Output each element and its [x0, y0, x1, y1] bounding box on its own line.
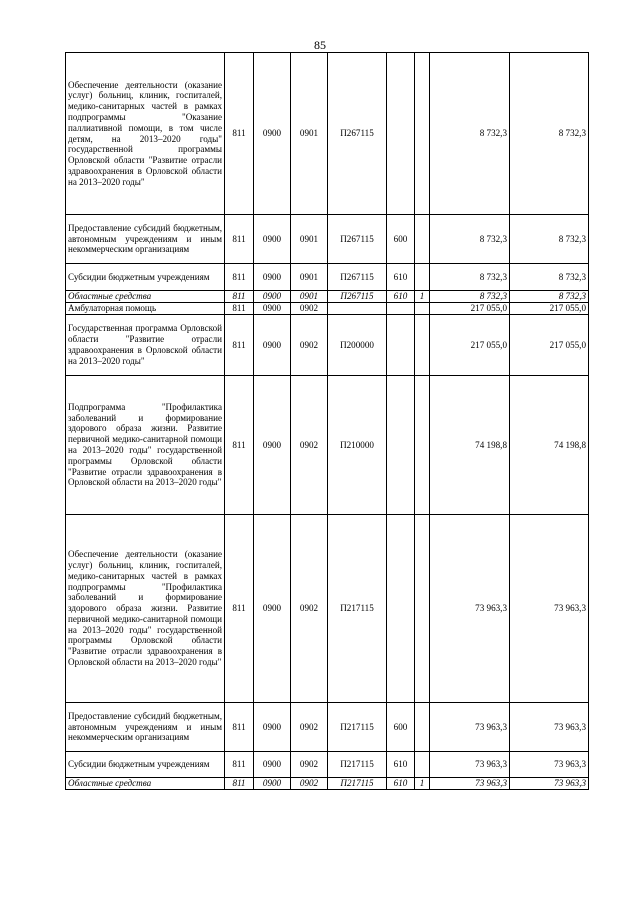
- amount-1: 8 732,3: [430, 264, 510, 291]
- section-code: 0900: [254, 778, 291, 790]
- ved-code: 811: [225, 264, 254, 291]
- section-code: 0900: [254, 752, 291, 778]
- row-name: Предоставление субсидий бюджетным, автономным учреждениям и иным некоммерческим организациям: [66, 703, 225, 752]
- amount-2: 217 055,0: [510, 303, 589, 315]
- ved-code: 811: [225, 53, 254, 215]
- subsection-code: 0902: [291, 778, 328, 790]
- subsection-code: 0902: [291, 515, 328, 703]
- funding-source-code: 1: [415, 778, 430, 790]
- ved-code: 811: [225, 291, 254, 303]
- subsection-code: 0902: [291, 376, 328, 515]
- amount-2: 73 963,3: [510, 778, 589, 790]
- target-article-code: П210000: [328, 376, 387, 515]
- amount-1: 217 055,0: [430, 303, 510, 315]
- expense-type-code: 610: [387, 778, 415, 790]
- table-row: [66, 291, 589, 303]
- section-code: 0900: [254, 291, 291, 303]
- ved-code: 811: [225, 703, 254, 752]
- target-article-code: П267115: [328, 264, 387, 291]
- section-code: 0900: [254, 376, 291, 515]
- budget-table: [65, 52, 589, 790]
- ved-code: 811: [225, 778, 254, 790]
- section-code: 0900: [254, 703, 291, 752]
- funding-source-code: [415, 315, 430, 376]
- section-code: 0900: [254, 264, 291, 291]
- ved-code: 811: [225, 376, 254, 515]
- expense-type-code: [387, 303, 415, 315]
- funding-source-code: [415, 53, 430, 215]
- amount-2: 8 732,3: [510, 291, 589, 303]
- table-row: [66, 215, 589, 264]
- target-article-code: П200000: [328, 315, 387, 376]
- subsection-code: 0901: [291, 264, 328, 291]
- expense-type-code: 610: [387, 752, 415, 778]
- table-row: [66, 778, 589, 790]
- subsection-code: 0902: [291, 303, 328, 315]
- table-row: [66, 53, 589, 215]
- section-code: 0900: [254, 215, 291, 264]
- amount-1: 73 963,3: [430, 703, 510, 752]
- target-article-code: П267115: [328, 291, 387, 303]
- expense-type-code: 600: [387, 215, 415, 264]
- target-article-code: П217115: [328, 752, 387, 778]
- amount-2: 73 963,3: [510, 515, 589, 703]
- row-name: Областные средства: [66, 291, 225, 303]
- expense-type-code: 610: [387, 291, 415, 303]
- subsection-code: 0901: [291, 291, 328, 303]
- amount-2: 8 732,3: [510, 215, 589, 264]
- amount-1: 217 055,0: [430, 315, 510, 376]
- amount-1: 73 963,3: [430, 752, 510, 778]
- expense-type-code: [387, 515, 415, 703]
- amount-2: 8 732,3: [510, 53, 589, 215]
- target-article-code: П217115: [328, 703, 387, 752]
- row-name: Обеспечение деятельности (оказание услуг) больниц, клиник, госпиталей, медико-санитарных частей в рамках подпрограммы "Оказание паллиативной помощи, в том числе детям, на 2013–2020 годы" государственной программы Орловской области "Развитие отрасли здравоохранения в Орловской области на 2013–2020 годы": [66, 53, 225, 215]
- subsection-code: 0902: [291, 752, 328, 778]
- target-article-code: П267115: [328, 215, 387, 264]
- table-row: [66, 264, 589, 291]
- ved-code: 811: [225, 315, 254, 376]
- funding-source-code: 1: [415, 291, 430, 303]
- funding-source-code: [415, 703, 430, 752]
- table-row: [66, 376, 589, 515]
- row-name: Амбулаторная помощь: [66, 303, 225, 315]
- ved-code: 811: [225, 303, 254, 315]
- funding-source-code: [415, 215, 430, 264]
- amount-1: 73 963,3: [430, 778, 510, 790]
- amount-2: 217 055,0: [510, 315, 589, 376]
- subsection-code: 0902: [291, 315, 328, 376]
- funding-source-code: [415, 264, 430, 291]
- expense-type-code: [387, 376, 415, 515]
- expense-type-code: 600: [387, 703, 415, 752]
- target-article-code: [328, 303, 387, 315]
- amount-1: 8 732,3: [430, 215, 510, 264]
- section-code: 0900: [254, 315, 291, 376]
- row-name: Областные средства: [66, 778, 225, 790]
- row-name: Предоставление субсидий бюджетным, автономным учреждениям и иным некоммерческим организациям: [66, 215, 225, 264]
- page-number: 85: [314, 38, 326, 52]
- expense-type-code: 610: [387, 264, 415, 291]
- target-article-code: П217115: [328, 778, 387, 790]
- section-code: 0900: [254, 303, 291, 315]
- row-name: Подпрограмма "Профилактика заболеваний и формирование здорового образа жизни. Развитие первичной медико-санитарной помощи на 2013–2020 годы" государственной программы Орловской области "Развитие отрасли здравоохранения в Орловской области на 2013–2020 годы": [66, 376, 225, 515]
- section-code: 0900: [254, 515, 291, 703]
- target-article-code: П217115: [328, 515, 387, 703]
- funding-source-code: [415, 376, 430, 515]
- table-row: [66, 303, 589, 315]
- subsection-code: 0901: [291, 215, 328, 264]
- table-row: [66, 315, 589, 376]
- row-name: Субсидии бюджетным учреждениям: [66, 752, 225, 778]
- subsection-code: 0901: [291, 53, 328, 215]
- table-row: [66, 515, 589, 703]
- amount-2: 73 963,3: [510, 703, 589, 752]
- ved-code: 811: [225, 515, 254, 703]
- expense-type-code: [387, 53, 415, 215]
- row-name: Обеспечение деятельности (оказание услуг) больниц, клиник, госпиталей, медико-санитарных частей в рамках подпрограммы "Профилактика заболеваний и формирование здорового образа жизни. Развитие первичной медико-санитарной помощи на 2013–2020 годы" государственной программы Орловской области "Развитие отрасли здравоохранения в Орловской области на 2013–2020 годы": [66, 515, 225, 703]
- funding-source-code: [415, 303, 430, 315]
- amount-1: 73 963,3: [430, 515, 510, 703]
- row-name: Субсидии бюджетным учреждениям: [66, 264, 225, 291]
- ved-code: 811: [225, 752, 254, 778]
- subsection-code: 0902: [291, 703, 328, 752]
- expense-type-code: [387, 315, 415, 376]
- amount-1: 8 732,3: [430, 291, 510, 303]
- ved-code: 811: [225, 215, 254, 264]
- amount-1: 8 732,3: [430, 53, 510, 215]
- section-code: 0900: [254, 53, 291, 215]
- amount-2: 74 198,8: [510, 376, 589, 515]
- row-name: Государственная программа Орловской области "Развитие отрасли здравоохранения в Орловской области на 2013–2020 годы": [66, 315, 225, 376]
- table-row: [66, 703, 589, 752]
- funding-source-code: [415, 752, 430, 778]
- target-article-code: П267115: [328, 53, 387, 215]
- amount-1: 74 198,8: [430, 376, 510, 515]
- amount-2: 73 963,3: [510, 752, 589, 778]
- amount-2: 8 732,3: [510, 264, 589, 291]
- table-row: [66, 752, 589, 778]
- funding-source-code: [415, 515, 430, 703]
